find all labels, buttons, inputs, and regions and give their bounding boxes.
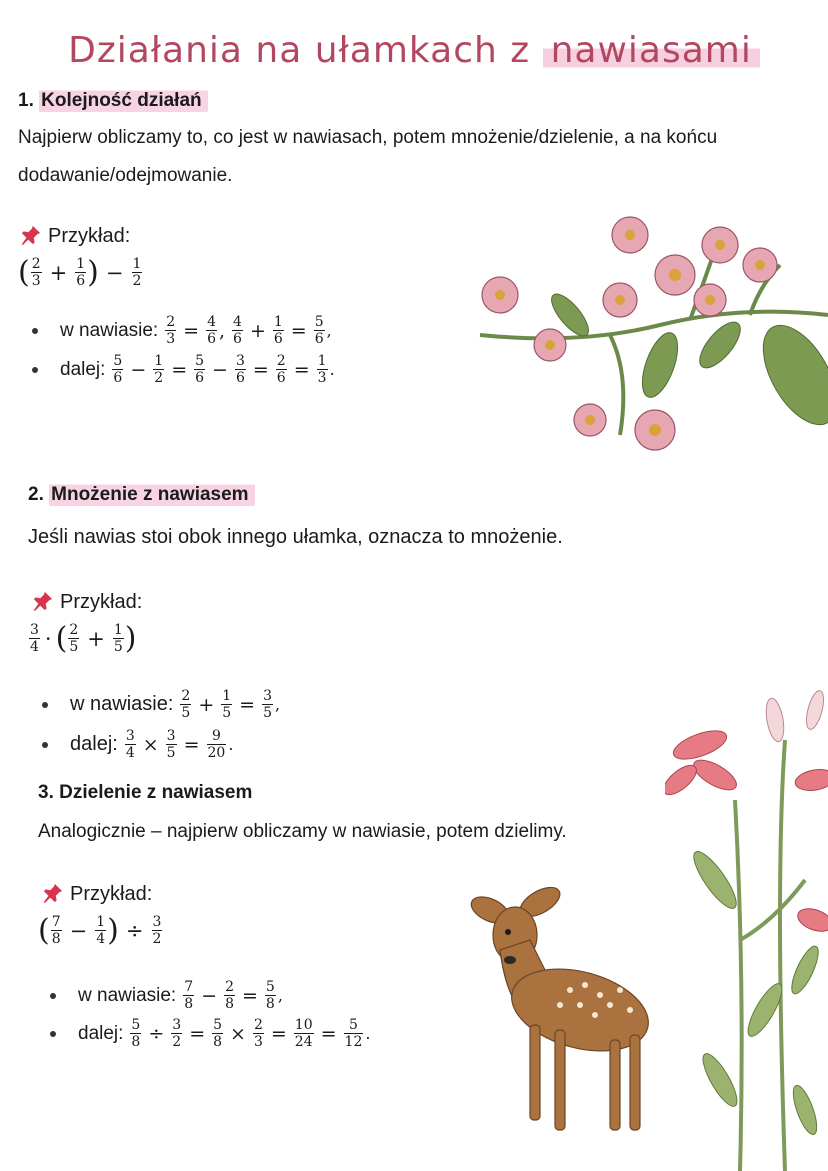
section-3-bullet-2: dalej: $\frac{5}{8}$ ÷ $\frac{3}{2}$ = $\frac{5}{8}$ × $\frac{2}{3}$ = $\frac{10}{24}$ = $\frac{5}{12}$ . [50,1017,370,1050]
wildflower-illustration [665,680,828,1171]
section-3-bullet-1: w nawiasie: $\frac{7}{8}$ − $\frac{2}{8}$ = $\frac{5}{8}$ , [50,979,283,1012]
pushpin-icon [20,224,42,246]
fraction: $\frac{2}{3}$ [31,256,41,289]
page-title: Działania na ułamkach z nawiasami [0,30,828,71]
fraction: $\frac{1}{2}$ [132,256,142,289]
fraction: $\frac{1}{6}$ [76,256,86,289]
section-2-expression: $\frac{3}{4}$ · ( $\frac{2}{5}$ + $\frac{1}{5}$ ) [30,620,137,656]
section-2-text: Jeśli nawias stoi obok innego ułamka, oznacza to mnożenie. [28,526,563,548]
section-2-bullet-1: w nawiasie: $\frac{2}{5}$ + $\frac{1}{5}$ = $\frac{3}{5}$ , [42,688,280,721]
section-1-bullet-1: w nawiasie: $\frac{2}{3}$ = $\frac{4}{6}$ , $\frac{4}{6}$ + $\frac{1}{6}$ = $\frac{5}{6}$ , [32,314,332,347]
title-highlight: nawiasami [543,30,760,71]
section-1-example-label: Przykład: [20,224,130,248]
section-2-heading: 2. Mnożenie z nawiasem [28,484,255,506]
section-2-example-label: Przykład: [32,590,142,614]
section-1-bullet-2: dalej: $\frac{5}{6}$ − $\frac{1}{2}$ = $\frac{5}{6}$ − $\frac{3}{6}$ = $\frac{2}{6}$ = $\frac{1}{3}$ . [32,353,335,386]
section-2-bullet-2: dalej: $\frac{3}{4}$ × $\frac{3}{5}$ = $\frac{9}{20}$ . [42,728,233,761]
section-1-expression: ( $\frac{2}{3}$ + $\frac{1}{6}$ ) − $\frac{1}{2}$ [18,254,142,290]
section-1-text: Najpierw obliczamy to, co jest w nawiasach, potem mnożenie/dzielenie, a na końcu dodawanie/odejmowanie. [18,127,718,186]
pushpin-icon [32,590,54,612]
fawn-illustration [460,880,660,1145]
flower-branch-illustration [460,205,828,470]
section-3-text: Analogicznie – najpierw obliczamy w nawiasie, potem dzielimy. [38,821,567,842]
pushpin-icon [42,882,64,904]
section-1-heading: 1. Kolejność działań [18,90,208,112]
section-3-heading: 3. Dzielenie z nawiasem [38,782,253,803]
section-3-expression: ( $\frac{7}{8}$ − $\frac{1}{4}$ ) ÷ $\frac{3}{2}$ [38,912,162,948]
section-3-example-label: Przykład: [42,882,152,906]
